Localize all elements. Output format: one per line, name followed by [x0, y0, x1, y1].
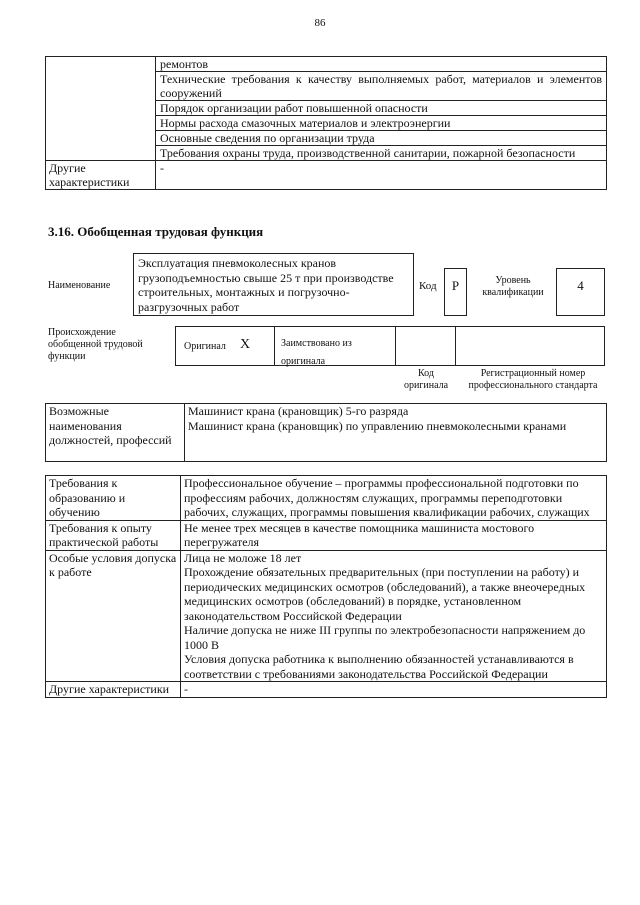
education-label: Требования к образованию и обучению — [46, 476, 181, 521]
knowledge-row: Требования охраны труда, производственной санитарии, пожарной безопасности — [156, 146, 607, 161]
borrowed-cell — [274, 326, 396, 366]
original-cell — [175, 326, 275, 366]
other-characteristics-value: - — [156, 161, 607, 190]
positions-table — [45, 403, 607, 462]
knowledge-label-cell — [46, 57, 156, 161]
experience-value: Не менее трех месяцев в качестве помощника машиниста мостового перегружателя — [181, 520, 607, 550]
code-original-caption: Код оригинала — [403, 368, 449, 391]
knowledge-row: Нормы расхода смазочных материалов и электроэнергии — [156, 116, 607, 131]
knowledge-table — [45, 56, 607, 190]
section-heading: 3.16. Обобщенная трудовая функция — [48, 224, 264, 239]
original-label: Оригинал — [184, 341, 226, 352]
name-label: Наименование — [48, 280, 111, 291]
condition-item: Наличие допуска не ниже III группы по электробезопасности напряжением до 1000 В — [184, 623, 586, 652]
experience-label: Требования к опыту практической работы — [46, 520, 181, 550]
reg-number-caption: Регистрационный номер профессионального стандарта — [468, 368, 598, 391]
knowledge-row: ремонтов — [156, 57, 607, 72]
knowledge-row: Порядок организации работ повышенной опасности — [156, 101, 607, 116]
positions-values — [185, 404, 607, 462]
code-value: Р — [444, 268, 467, 316]
other-value: - — [181, 682, 607, 698]
knowledge-row: Основные сведения по организации труда — [156, 131, 607, 146]
other-characteristics-label: Другие характеристики — [46, 161, 156, 190]
other-label: Другие характеристики — [46, 682, 181, 698]
condition-item: Прохождение обязательных предварительных (при поступлении на работу) и периодических медицинских осмотров (обследований), а также внеочередных медицинских осмотров (обследований) в порядке, установленном законодательством Российской Федерации — [184, 565, 586, 623]
special-conditions-values — [181, 550, 607, 682]
origin-label: Происхождение обобщенной трудовой функции — [48, 327, 143, 362]
position-item: Машинист крана (крановщик) 5-го разряда — [188, 404, 409, 418]
qualification-level-value: 4 — [556, 268, 605, 316]
borrowed-label: Заимствовано из оригинала — [281, 338, 352, 367]
code-label: Код — [419, 280, 437, 292]
positions-label: Возможные наименования должностей, профессий — [46, 404, 185, 462]
requirements-table — [45, 475, 607, 698]
position-item: Машинист крана (крановщик) по управлению пневмоколесными кранами — [188, 418, 567, 433]
code-original-box — [395, 326, 456, 366]
reg-number-box — [455, 326, 605, 366]
knowledge-row: Технические требования к качеству выполняемых работ, материалов и элементов сооружений — [156, 72, 607, 101]
function-name-value: Эксплуатация пневмоколесных кранов грузоподъемностью свыше 25 т при производстве строительных, монтажных и погрузочно-разгрузочных работ — [133, 253, 414, 316]
condition-item: Условия допуска работника к выполнению обязанностей устанавливаются в соответствии с требованиями законодательства Российской Федерации — [184, 652, 574, 681]
condition-item: Лица не моложе 18 лет — [184, 550, 302, 565]
qualification-level-label: Уровень квалификации — [482, 275, 544, 298]
special-conditions-label: Особые условия допуска к работе — [46, 550, 181, 682]
page-number: 86 — [314, 17, 326, 29]
original-mark: X — [240, 337, 251, 352]
education-value: Профессиональное обучение – программы профессиональной подготовки по профессиям рабочих, должностям служащих, программы переподготовки рабочих, служащих, программы повышения квалификации рабочих, служащих — [181, 476, 607, 521]
